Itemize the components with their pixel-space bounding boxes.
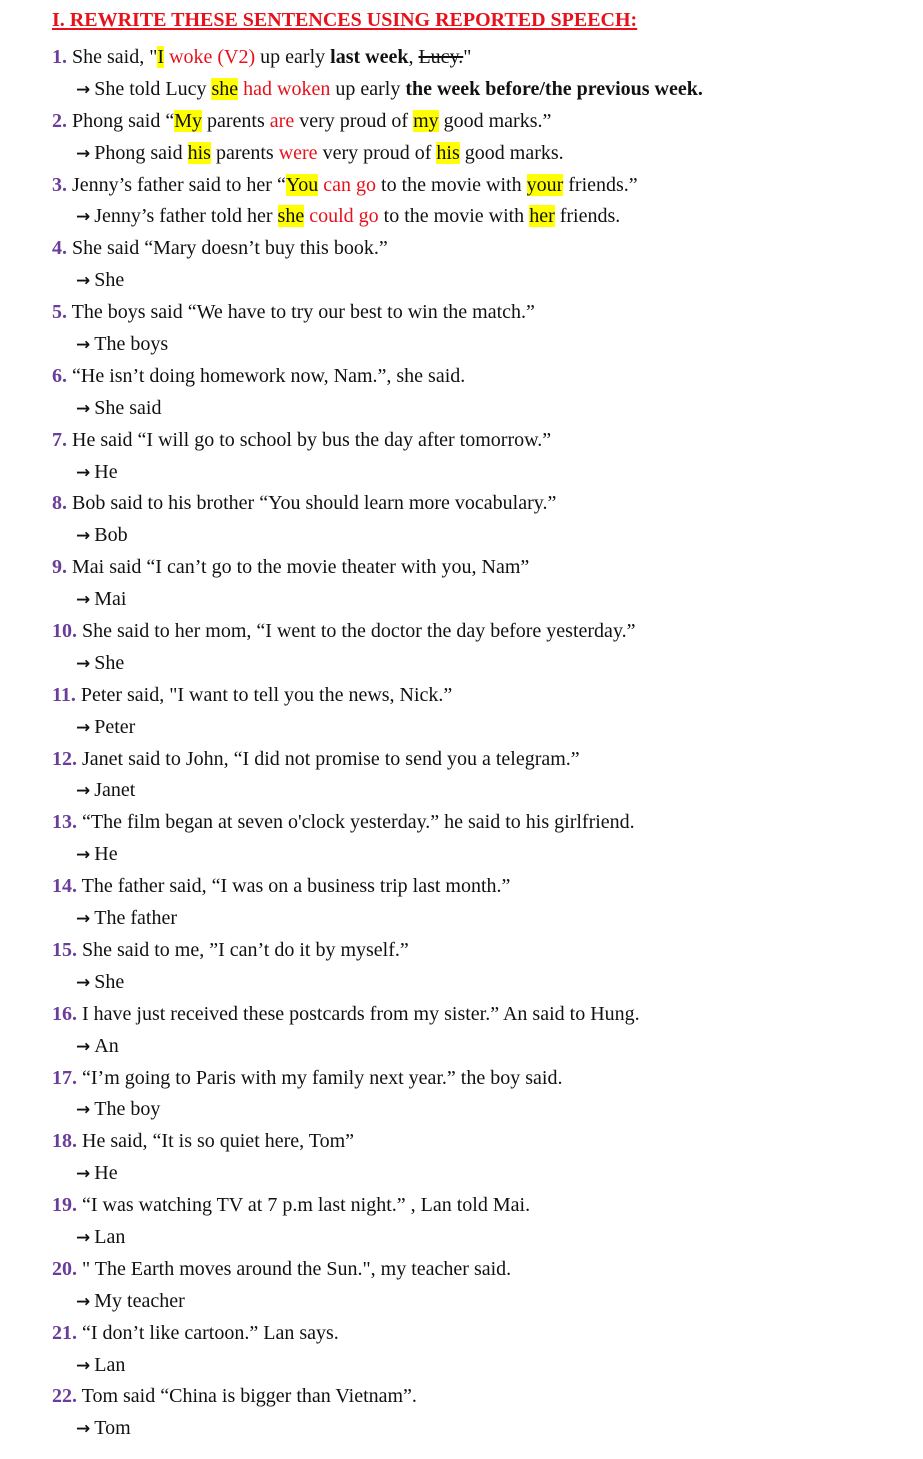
answer-line	[52, 329, 912, 361]
question-line	[52, 42, 912, 74]
question-text: Janet said to John, “I did not promise to send you a telegram.”	[82, 747, 580, 770]
question-line	[52, 297, 912, 329]
answer-text: the week before/the previous week.	[405, 77, 703, 100]
item-number: 15.	[52, 938, 77, 961]
answer-text: He	[94, 1162, 118, 1185]
answer-text: Tom	[94, 1417, 131, 1440]
answer-text: Lan	[94, 1225, 126, 1248]
question-text: I have just received these postcards from my sister.” An said to Hung.	[82, 1002, 640, 1025]
question-line	[52, 1063, 912, 1095]
answer-text: Mai	[94, 588, 127, 611]
question-line	[52, 488, 912, 520]
question-line	[52, 744, 912, 776]
answer-line	[52, 393, 912, 425]
question-text: The father said, “I was on a business trip last month.”	[81, 875, 511, 898]
question-line	[52, 425, 912, 457]
answer-line	[52, 265, 912, 297]
item-number: 6.	[52, 364, 67, 387]
arrow-right-icon: →	[76, 972, 91, 993]
question-text: Tom said “China is bigger than Vietnam”.	[81, 1385, 417, 1408]
answer-text: Janet	[94, 779, 136, 802]
question-text: She said to her mom, “I went to the doctor the day before yesterday.”	[82, 620, 636, 643]
answer-text: She told Lucy	[94, 77, 212, 100]
answer-text: Peter	[94, 715, 136, 738]
answer-text: She	[94, 970, 125, 993]
highlighted-pronoun: My	[174, 109, 203, 132]
question-text: Lucy.	[418, 46, 464, 68]
question-text: up early	[255, 46, 331, 68]
highlighted-pronoun: I	[157, 46, 165, 68]
question-text: to the movie with	[376, 173, 527, 196]
question-line	[52, 1126, 912, 1158]
highlighted-pronoun: my	[413, 109, 439, 132]
answer-text: parents	[210, 141, 279, 164]
highlighted-pronoun: her	[529, 205, 555, 228]
answer-line	[52, 74, 912, 106]
answer-line	[52, 712, 912, 744]
answer-line	[52, 457, 912, 489]
answer-text: up early	[330, 77, 406, 100]
answer-text: Jenny’s father told her	[94, 205, 278, 228]
exercise-list	[52, 42, 912, 1445]
answer-text: The father	[94, 907, 177, 930]
answer-text: to the movie with	[378, 205, 530, 228]
answer-line	[52, 520, 912, 552]
changed-verb: are	[269, 109, 295, 132]
question-line	[52, 106, 912, 138]
question-text: " The Earth moves around the Sun.", my teacher said.	[82, 1257, 512, 1280]
answer-line	[52, 775, 912, 807]
question-text: very proud of	[294, 109, 414, 132]
question-text: "	[463, 46, 472, 68]
highlighted-pronoun: his	[436, 141, 460, 164]
arrow-right-icon: →	[76, 143, 91, 164]
arrow-right-icon: →	[76, 653, 91, 674]
question-text: Bob said to his brother “You should learn more vocabulary.”	[72, 492, 557, 515]
item-number: 20.	[52, 1257, 77, 1280]
changed-verb: can go	[323, 173, 377, 196]
question-text: Jenny’s father said to her “	[72, 173, 286, 196]
arrow-right-icon: →	[76, 1164, 91, 1185]
highlighted-pronoun: You	[285, 173, 319, 196]
question-line	[52, 871, 912, 903]
changed-verb: could go	[309, 205, 379, 228]
answer-text: The boy	[94, 1098, 161, 1121]
answer-line	[52, 1158, 912, 1190]
answer-line	[52, 584, 912, 616]
item-number: 5.	[52, 301, 67, 324]
item-number: 13.	[52, 811, 77, 834]
question-line	[52, 935, 912, 967]
item-number: 7.	[52, 428, 67, 451]
section-heading: I. REWRITE THESE SENTENCES USING REPORTED SPEECH:	[52, 9, 638, 31]
item-number: 17.	[52, 1066, 77, 1089]
answer-line	[52, 967, 912, 999]
highlighted-pronoun: his	[187, 141, 211, 164]
question-line	[52, 1381, 912, 1413]
question-text: Mai said “I can’t go to the movie theater with you, Nam”	[72, 556, 530, 579]
answer-line	[52, 138, 912, 170]
changed-verb: woke (V2)	[169, 46, 256, 68]
arrow-right-icon: →	[76, 1100, 91, 1121]
answer-text: The boys	[94, 333, 169, 356]
answer-text: My teacher	[94, 1289, 185, 1312]
answer-text: Phong said	[94, 141, 188, 164]
item-number: 4.	[52, 237, 67, 260]
answer-line	[52, 1350, 912, 1382]
question-line	[52, 680, 912, 712]
arrow-right-icon: →	[76, 398, 91, 419]
answer-text: Lan	[94, 1353, 126, 1376]
answer-text: She	[94, 269, 125, 292]
question-text: ,	[408, 46, 419, 68]
answer-text: She	[94, 651, 125, 674]
question-text: good marks.”	[438, 109, 552, 132]
item-number: 12.	[52, 747, 77, 770]
item-number: 19.	[52, 1194, 77, 1217]
answer-line	[52, 903, 912, 935]
highlighted-pronoun: your	[526, 173, 564, 196]
question-text: “I don’t like cartoon.” Lan says.	[82, 1321, 339, 1344]
item-number: 22.	[52, 1385, 77, 1408]
item-number: 21.	[52, 1321, 77, 1344]
answer-text: He	[94, 460, 118, 483]
item-number: 16.	[52, 1002, 77, 1025]
answer-text: Bob	[94, 524, 128, 547]
question-text: She said “Mary doesn’t buy this book.”	[72, 237, 388, 260]
question-line	[52, 552, 912, 584]
arrow-right-icon: →	[76, 1419, 91, 1440]
item-number: 3.	[52, 173, 67, 196]
arrow-right-icon: →	[76, 590, 91, 611]
question-text: “The film began at seven o'clock yesterday.” he said to his girlfriend.	[82, 811, 635, 834]
answer-text: She said	[94, 396, 162, 419]
question-text: parents	[202, 109, 270, 132]
question-line	[52, 361, 912, 393]
item-number: 1.	[52, 46, 67, 68]
arrow-right-icon: →	[76, 335, 91, 356]
arrow-right-icon: →	[76, 1291, 91, 1312]
answer-line	[52, 1286, 912, 1318]
arrow-right-icon: →	[76, 207, 91, 228]
highlighted-pronoun: she	[211, 77, 239, 100]
item-number: 8.	[52, 492, 67, 515]
question-text: friends.”	[563, 173, 638, 196]
answer-line	[52, 839, 912, 871]
item-number: 9.	[52, 556, 67, 579]
answer-text: He	[94, 843, 118, 866]
question-text: She said, "	[72, 46, 158, 68]
question-line	[52, 616, 912, 648]
question-line	[52, 1254, 912, 1286]
answer-text: very proud of	[317, 141, 437, 164]
arrow-right-icon: →	[76, 462, 91, 483]
question-line	[52, 233, 912, 265]
arrow-right-icon: →	[76, 1036, 91, 1057]
arrow-right-icon: →	[76, 845, 91, 866]
question-text: Phong said “	[72, 109, 175, 132]
question-text: “I was watching TV at 7 p.m last night.” , Lan told Mai.	[82, 1194, 531, 1217]
arrow-right-icon: →	[76, 271, 91, 292]
question-text: He said “I will go to school by bus the day after tomorrow.”	[72, 428, 552, 451]
arrow-right-icon: →	[76, 717, 91, 738]
question-line	[52, 807, 912, 839]
highlighted-pronoun: she	[277, 205, 305, 228]
answer-text: friends.	[554, 205, 621, 228]
question-text: She said to me, ”I can’t do it by myself.”	[82, 938, 409, 961]
arrow-right-icon: →	[76, 526, 91, 547]
question-text: last week	[330, 46, 409, 68]
arrow-right-icon: →	[76, 79, 91, 100]
changed-verb: had woken	[243, 77, 331, 100]
item-number: 2.	[52, 109, 67, 132]
item-number: 11.	[52, 683, 76, 706]
answer-line	[52, 1094, 912, 1126]
answer-line	[52, 1413, 912, 1445]
question-text: The boys said “We have to try our best to win the match.”	[71, 301, 535, 324]
question-line	[52, 170, 912, 202]
arrow-right-icon: →	[76, 1227, 91, 1248]
question-line	[52, 1318, 912, 1350]
question-text: “He isn’t doing homework now, Nam.”, she said.	[72, 364, 466, 387]
question-text: “I’m going to Paris with my family next year.” the boy said.	[82, 1066, 563, 1089]
answer-text: An	[94, 1034, 119, 1057]
item-number: 18.	[52, 1130, 77, 1153]
question-text: Peter said, "I want to tell you the news, Nick.”	[80, 683, 453, 706]
arrow-right-icon: →	[76, 781, 91, 802]
answer-line	[52, 648, 912, 680]
arrow-right-icon: →	[76, 909, 91, 930]
question-line	[52, 1190, 912, 1222]
arrow-right-icon: →	[76, 1355, 91, 1376]
answer-text: good marks.	[459, 141, 564, 164]
question-line	[52, 999, 912, 1031]
question-text: He said, “It is so quiet here, Tom”	[82, 1130, 355, 1153]
item-number: 10.	[52, 620, 77, 643]
answer-line	[52, 1031, 912, 1063]
item-number: 14.	[52, 875, 77, 898]
answer-line	[52, 1222, 912, 1254]
answer-line	[52, 201, 912, 233]
changed-verb: were	[278, 141, 318, 164]
